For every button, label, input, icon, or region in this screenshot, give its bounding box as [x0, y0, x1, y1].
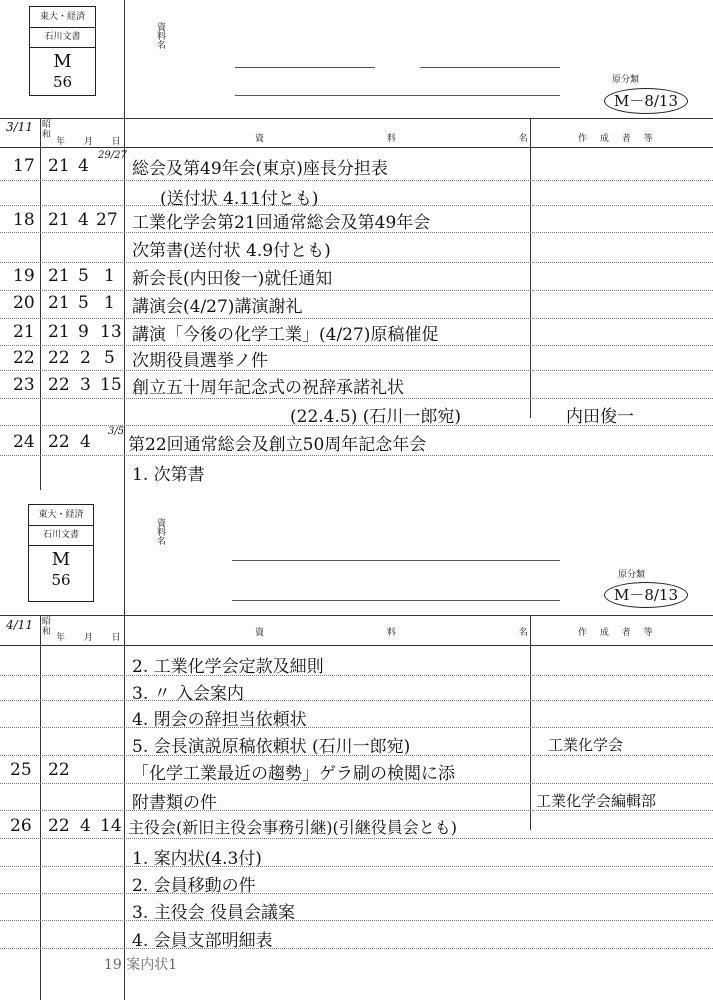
row-title: 次期役員選挙ノ件 — [132, 351, 268, 371]
row-title: 「化学工業最近の趨勢」ゲラ刷の検閲に添 — [132, 764, 455, 784]
row-title: 2. 会員移動の件 — [132, 876, 256, 896]
row-year: 22 — [48, 375, 70, 395]
stamp-line-3: M — [53, 51, 72, 72]
header-sakusei: 作 成 者 等 — [578, 134, 658, 144]
bunrui-code: M－8/13 — [604, 88, 688, 114]
row-title: (送付状 4.11付とも) — [160, 189, 319, 209]
row-title: 4. 会員支部明細表 — [132, 931, 273, 951]
row-title: 講演会(4/27)講演謝礼 — [132, 297, 303, 317]
row-day: 3/5 — [108, 426, 125, 437]
row-title: (22.4.5) (石川一郎宛) — [290, 407, 462, 427]
row-title: 4. 閉会の辞担当依頼状 — [132, 710, 307, 730]
row-day: 1 — [104, 293, 115, 313]
header-showa: 昭和 — [42, 617, 52, 637]
shiryomei-label: 資料名 — [155, 518, 165, 545]
row-title: 1. 案内状(4.3付) — [132, 849, 262, 869]
row-no: 20 — [13, 293, 35, 313]
header-ymd: 年 月 日 — [56, 633, 129, 643]
row-title: 19 案内状1 — [104, 957, 178, 973]
row-title: 工業化学会第21回通常総会及第49年会 — [132, 213, 431, 233]
corner-note: 4/11 — [6, 618, 33, 632]
row-no: 21 — [13, 322, 35, 342]
row-title: 講演「今後の化学工業」(4/27)原稿催促 — [132, 325, 439, 345]
row-month: 3 — [80, 375, 91, 395]
row-title: 総会及第49年会(東京)座長分担表 — [132, 159, 388, 179]
row-year: 21 — [48, 322, 70, 342]
archive-stamp — [29, 6, 96, 96]
row-title: 附書類の件 — [132, 793, 217, 813]
row-year: 21 — [48, 210, 70, 230]
row-no: 17 — [13, 156, 35, 176]
row-no: 25 — [10, 760, 32, 780]
row-title: 新会長(内田俊一)就任通知 — [132, 269, 333, 289]
row-day: 14 — [100, 816, 122, 836]
row-month: 4 — [80, 816, 91, 836]
row-day: 15 — [100, 375, 122, 395]
corner-note: 3/11 — [6, 120, 33, 134]
stamp-line-1: 東大・経済 — [29, 505, 93, 526]
row-month: 4 — [78, 210, 89, 230]
bunrui-label: 原分類 — [612, 75, 640, 85]
row-day: 1 — [104, 266, 115, 286]
row-title: 第22回通常総会及創立50周年記念年会 — [128, 435, 427, 455]
stamp-line-3: M — [51, 549, 71, 570]
header-ymd: 年 月 日 — [56, 137, 129, 147]
row-month: 4 — [80, 432, 91, 452]
row-day: 29/27 — [98, 150, 127, 161]
row-title: 3. 主役会 役員会議案 — [132, 903, 296, 923]
row-title: 創立五十周年記念式の祝辞承諾礼状 — [132, 378, 404, 398]
header-sakusei: 作 成 者 等 — [578, 628, 658, 638]
row-no: 22 — [13, 348, 35, 368]
row-title: 2. 工業化学会定款及細則 — [132, 657, 324, 677]
row-year: 22 — [48, 816, 70, 836]
row-author: 工業化学会 — [548, 736, 624, 754]
bunrui-code: M－8/13 — [604, 582, 688, 608]
row-year: 21 — [48, 293, 70, 313]
row-year: 22 — [48, 348, 70, 368]
row-day: 13 — [100, 322, 122, 342]
row-month: 2 — [80, 348, 91, 368]
row-no: 26 — [10, 816, 32, 836]
row-month: 9 — [78, 322, 89, 342]
row-year: 21 — [48, 266, 70, 286]
shiryomei-label: 資料名 — [155, 22, 165, 49]
stamp-line-2: 石川文書 — [30, 27, 95, 48]
stamp-line-4: 56 — [51, 571, 71, 589]
row-title: 3. 〃 入会案内 — [132, 684, 245, 704]
row-no: 19 — [13, 266, 35, 286]
row-title: 次第書(送付状 4.9付とも) — [132, 241, 331, 261]
row-month: 5 — [78, 266, 89, 286]
row-title: 5. 会長演説原稿依頼状 (石川一郎宛) — [132, 737, 411, 757]
row-month: 4 — [78, 156, 89, 176]
header-shiryo: 資 料 名 — [255, 134, 588, 144]
row-no: 24 — [13, 432, 35, 452]
row-title: 1. 次第書 — [132, 465, 205, 485]
row-year: 21 — [48, 156, 70, 176]
row-day: 5 — [104, 348, 115, 368]
stamp-line-2: 石川文書 — [29, 525, 93, 546]
row-day: 27 — [96, 210, 118, 230]
row-no: 23 — [13, 375, 35, 395]
row-year: 22 — [48, 760, 70, 780]
header-shiryo: 資 料 名 — [255, 628, 588, 638]
row-title: 主役会(新旧主役会事務引継)(引継役員会とも) — [128, 818, 457, 837]
bunrui-label: 原分類 — [618, 570, 646, 580]
row-author: 工業化学会編輯部 — [536, 792, 657, 810]
row-month: 5 — [78, 293, 89, 313]
archive-stamp — [28, 504, 94, 602]
header-showa: 昭和 — [42, 120, 52, 140]
stamp-line-1: 東大・経済 — [30, 7, 95, 28]
row-author: 内田俊一 — [566, 407, 634, 427]
stamp-line-4: 56 — [52, 73, 73, 91]
row-year: 22 — [48, 432, 70, 452]
row-no: 18 — [13, 210, 35, 230]
